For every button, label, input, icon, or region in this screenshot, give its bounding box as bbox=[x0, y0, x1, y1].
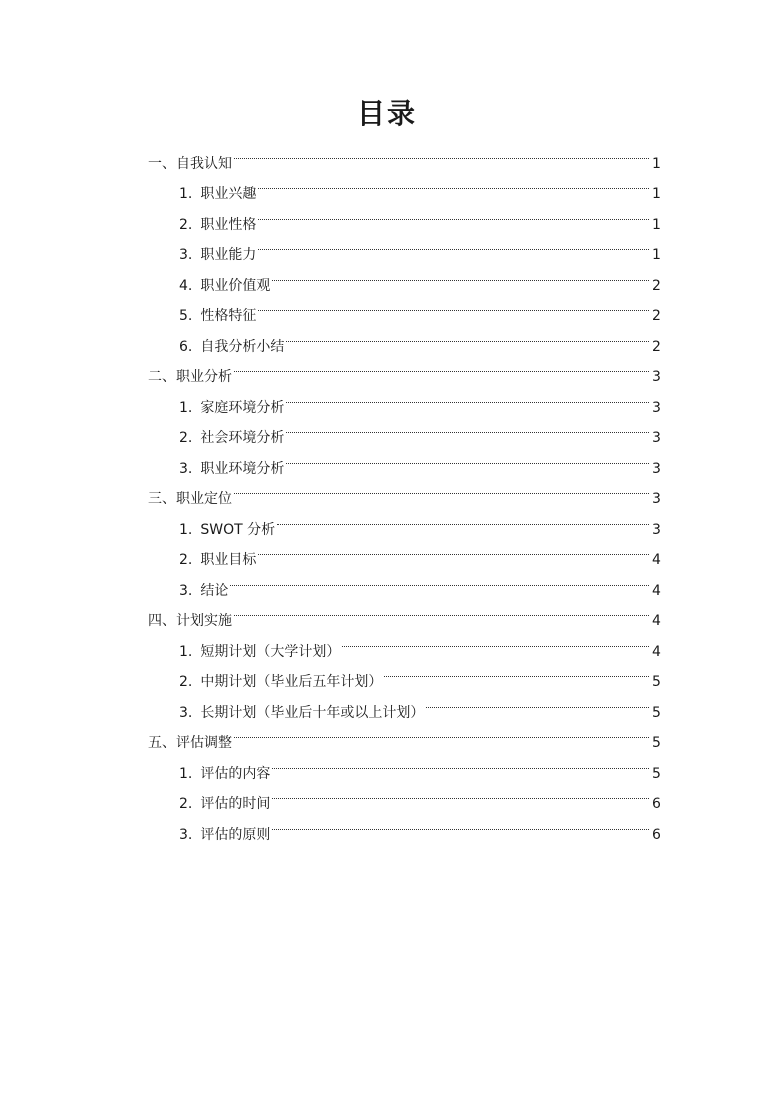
toc-entry-label: 自我分析小结 bbox=[200, 338, 285, 355]
toc-entry-label: 评估的原则 bbox=[200, 826, 271, 843]
toc-entry-label: 职业性格 bbox=[200, 216, 257, 233]
toc-page-number: 2 bbox=[652, 338, 661, 355]
toc-dot-leader bbox=[277, 503, 649, 534]
toc-page-number: 3 bbox=[652, 399, 661, 416]
toc-entry-label: 性格特征 bbox=[200, 308, 257, 324]
toc-entry-label: 职业定位 bbox=[176, 491, 232, 507]
toc-entry-number: 1. bbox=[179, 399, 193, 416]
toc-entry-number: 2. bbox=[179, 552, 193, 568]
toc-page-number: 3 bbox=[652, 521, 661, 538]
toc-page-number: 1 bbox=[652, 216, 661, 233]
toc-dot-leader bbox=[426, 686, 649, 717]
toc-page-number: 1 bbox=[652, 247, 661, 263]
toc-dot-leader bbox=[272, 808, 649, 839]
toc-entry-number: 3. bbox=[179, 582, 193, 599]
toc-list bbox=[148, 137, 661, 843]
toc-page-number: 4 bbox=[652, 552, 661, 568]
toc-dot-leader bbox=[272, 778, 649, 809]
toc-page-number: 4 bbox=[652, 613, 661, 629]
toc-entry-number: 3. bbox=[179, 247, 193, 263]
toc-page-number: 4 bbox=[652, 582, 661, 599]
toc-entry-number: 2. bbox=[179, 674, 193, 690]
toc-page-number: 2 bbox=[652, 308, 661, 324]
toc-entry-number: 1. bbox=[179, 521, 193, 538]
toc-entry-label: 社会环境分析 bbox=[200, 430, 285, 446]
toc-entry-label: 结论 bbox=[200, 582, 229, 599]
toc-page-number: 2 bbox=[652, 277, 661, 294]
toc-entry-label: 评估的时间 bbox=[200, 796, 271, 812]
toc-entry-number: 3. bbox=[179, 826, 193, 843]
toc-entry-label: 职业价值观 bbox=[200, 277, 271, 294]
toc-entry-label: 计划实施 bbox=[176, 613, 232, 629]
toc-page-number: 5 bbox=[652, 735, 661, 751]
toc-dot-leader bbox=[286, 442, 649, 473]
toc-dot-leader bbox=[286, 320, 649, 351]
toc-page-number: 6 bbox=[652, 826, 661, 843]
toc-page-number: 1 bbox=[652, 186, 661, 202]
toc-page-number: 5 bbox=[652, 704, 661, 721]
toc-title: 目录 bbox=[356, 97, 417, 130]
toc-page-number: 1 bbox=[652, 155, 661, 172]
toc-page-number: 6 bbox=[652, 796, 661, 812]
toc-entry-label: 长期计划（毕业后十年或以上计划） bbox=[200, 704, 425, 721]
toc-entry-number: 一、 bbox=[148, 155, 176, 172]
toc-dot-leader bbox=[286, 412, 649, 443]
toc-entry-number: 五、 bbox=[148, 735, 176, 751]
toc-page-number: 3 bbox=[652, 491, 661, 507]
toc-entry-number: 2. bbox=[179, 216, 193, 233]
toc-entry-number: 1. bbox=[179, 186, 193, 202]
toc-entry-label: SWOT 分析 bbox=[200, 521, 276, 538]
toc-dot-leader bbox=[258, 229, 649, 260]
toc-dot-leader bbox=[258, 198, 649, 229]
toc-entry-label: 自我认知 bbox=[176, 155, 232, 172]
toc-entry-number: 四、 bbox=[148, 613, 176, 629]
toc-entry-number: 6. bbox=[179, 338, 193, 355]
toc-entry-label: 职业兴趣 bbox=[200, 186, 257, 202]
toc-dot-leader bbox=[272, 747, 649, 778]
toc-dot-leader bbox=[234, 473, 649, 504]
toc-entry-label: 评估的内容 bbox=[200, 765, 271, 782]
toc-entry-label: 短期计划（大学计划） bbox=[200, 643, 341, 660]
toc-dot-leader bbox=[286, 381, 649, 412]
toc-entry-number: 1. bbox=[179, 643, 193, 660]
toc-page-number: 3 bbox=[652, 430, 661, 446]
toc-dot-leader bbox=[272, 259, 649, 290]
toc-entry-number: 2. bbox=[179, 796, 193, 812]
toc-page-number: 4 bbox=[652, 643, 661, 660]
toc-entry-label: 职业分析 bbox=[176, 369, 232, 385]
toc-entry-number: 1. bbox=[179, 765, 193, 782]
toc-dot-leader bbox=[258, 290, 649, 321]
toc-dot-leader bbox=[342, 625, 649, 656]
toc-dot-leader bbox=[384, 656, 649, 687]
toc-page-number: 3 bbox=[652, 369, 661, 385]
toc-dot-leader bbox=[234, 137, 649, 168]
toc-dot-leader bbox=[230, 564, 649, 595]
toc-entry-number: 4. bbox=[179, 277, 193, 294]
toc-section-entry[interactable] bbox=[148, 137, 661, 172]
toc-dot-leader bbox=[258, 534, 649, 565]
toc-entry-number: 二、 bbox=[148, 369, 176, 385]
toc-entry-label: 评估调整 bbox=[176, 735, 232, 751]
toc-entry-label: 职业目标 bbox=[200, 552, 257, 568]
toc-entry-label: 中期计划（毕业后五年计划） bbox=[200, 674, 383, 690]
toc-entry-number: 2. bbox=[179, 430, 193, 446]
toc-entry-label: 家庭环境分析 bbox=[200, 399, 285, 416]
toc-dot-leader bbox=[234, 351, 649, 382]
toc-page-number: 3 bbox=[652, 460, 661, 477]
toc-dot-leader bbox=[258, 168, 649, 199]
toc-entry-number: 3. bbox=[179, 704, 193, 721]
toc-dot-leader bbox=[234, 595, 649, 626]
toc-entry-label: 职业环境分析 bbox=[200, 460, 285, 477]
toc-entry-label: 职业能力 bbox=[200, 247, 257, 263]
toc-page-number: 5 bbox=[652, 765, 661, 782]
toc-page-number: 5 bbox=[652, 674, 661, 690]
toc-dot-leader bbox=[234, 717, 649, 748]
toc-entry-number: 3. bbox=[179, 460, 193, 477]
toc-entry-number: 5. bbox=[179, 308, 193, 324]
toc-entry-number: 三、 bbox=[148, 491, 176, 507]
